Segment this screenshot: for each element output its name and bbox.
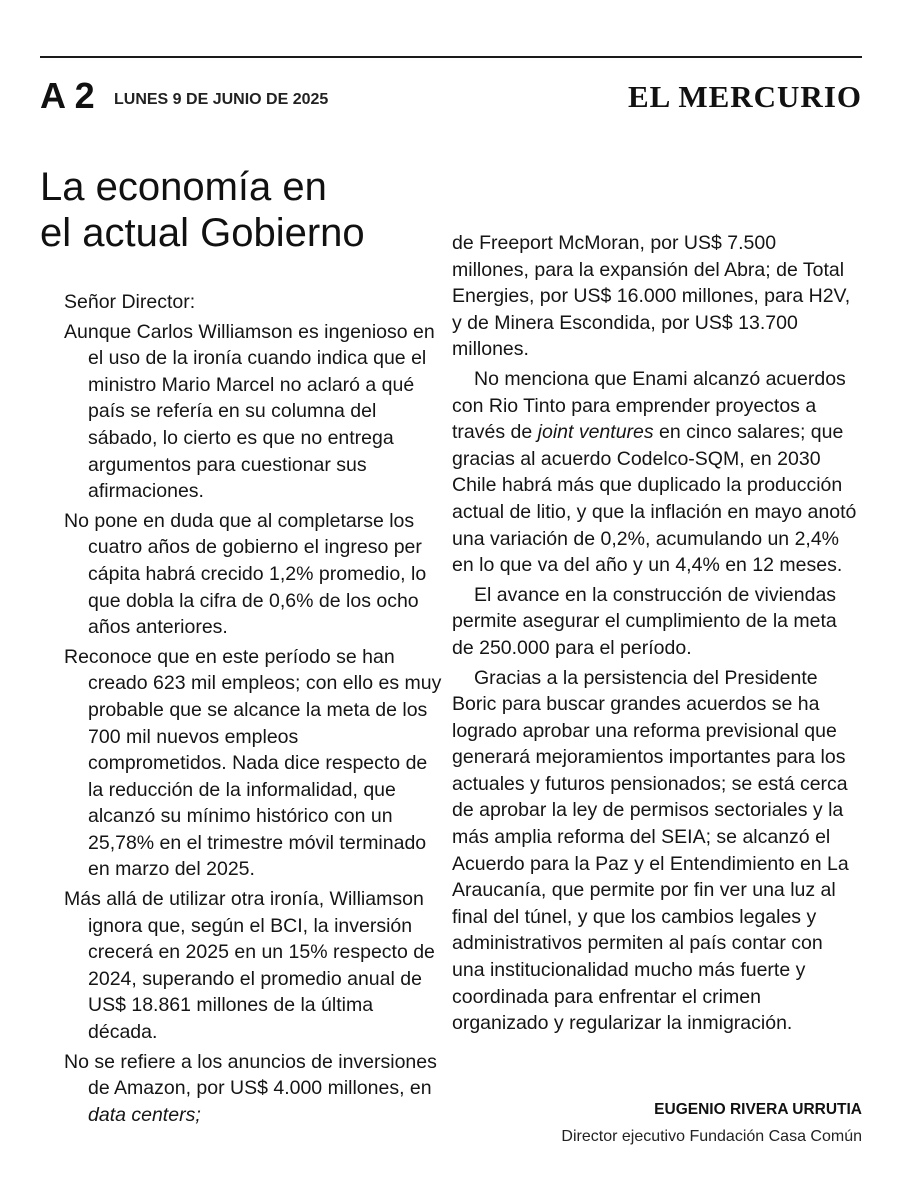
author-name: EUGENIO RIVERA URRUTIA	[654, 1101, 862, 1118]
article-column-right	[452, 230, 857, 1040]
paragraph-5-text-a: No se refiere a los anuncios de inversiones de Amazon, por US$ 4.000 millones, en	[64, 1050, 437, 1100]
paragraph-1: Aunque Carlos Williamson es ingenioso en el uso de la ironía cuando indica que el ministro Mario Marcel no aclaró a qué país se refería en su columna del sábado, lo cierto es que no entrega argumentos para cuestionar sus afirmaciones.	[64, 320, 435, 503]
paragraph-6-text-b: en cinco salares; que gracias al acuerdo Codelco-SQM, en 2030 Chile habrá más que duplicado la producción actual de litio, y que la inflación en mayo anotó una variación de 0,2%, acumulando un 2,4% en lo que va del año y un 4,4% en 12 meses.	[452, 421, 857, 577]
paragraph-6-emphasis: joint ventures	[537, 421, 654, 444]
paragraph-2: No pone en duda que al completarse los cuatro años de gobierno el ingreso per cápita habrá crecido 1,2% promedio, lo que dobla la cifra de 0,6% de los ocho años anteriores.	[64, 509, 427, 639]
page-number: A 2	[40, 75, 95, 116]
paragraph-8: Gracias a la persistencia del Presidente Boric para buscar grandes acuerdos se ha logrado aprobar una reforma previsional que generará mejoramientos importantes para los actuales y futuros pensionados; se está cerca de aprobar la ley de permisos sectoriales y la más amplia reforma del SEIA; se alcanzó el Acuerdo para la Paz y el Entendimiento en La Araucanía, que permite por fin ver una luz al final del túnel, y que los cambios legales y administrativos permiten al país contar con una institucionalidad mucho más fuerte y coordinada para enfrentar el crimen organizado y regularizar la inmigración.	[452, 666, 849, 1035]
paragraph-5-continued: de Freeport McMoran, por US$ 7.500 millones, para la expansión del Abra; de Total Energies, por US$ 16.000 millones, para H2V, y de Minera Escondida, por US$ 13.700 millones.	[452, 232, 851, 361]
headline-line-2: el actual Gobierno	[40, 211, 365, 255]
issue-date: LUNES 9 DE JUNIO DE 2025	[114, 91, 329, 108]
paragraph-4: Más allá de utilizar otra ironía, Williamson ignora que, según el BCI, la inversión crecerá en 2025 en un 15% respecto de 2024, superando el promedio anual de US$ 18.861 millones de la última década.	[64, 888, 435, 1044]
article-column-left	[64, 289, 442, 1131]
newspaper-masthead: EL MERCURIO	[627, 79, 862, 114]
salutation: Señor Director:	[64, 291, 196, 313]
top-rule	[40, 56, 862, 58]
page-header	[40, 76, 862, 120]
paragraph-5	[64, 1049, 442, 1129]
paragraph-3: Reconoce que en este período se han creado 623 mil empleos; con ello es muy probable que se alcance la meta de los 700 mil nuevos empleos comprometidos. Nada dice respecto de la reducción de la informalidad, que alcanzó su mínimo histórico con un 25,78% en el trimestre móvil terminado en marzo del 2025.	[64, 645, 442, 881]
paragraph-7: El avance en la construcción de viviendas permite asegurar el cumplimiento de la meta de 250.000 para el período.	[452, 583, 837, 659]
author-role: Director ejecutivo Fundación Casa Común	[561, 1128, 862, 1145]
paragraph-5-emphasis: data centers;	[88, 1103, 201, 1126]
paragraph-6-text-a: No menciona que Enami alcanzó acuerdos con Rio Tinto para emprender proyectos a través de	[452, 367, 846, 444]
paragraph-6	[452, 366, 857, 579]
article-headline	[40, 164, 440, 256]
headline-line-1: La economía en	[40, 165, 327, 209]
